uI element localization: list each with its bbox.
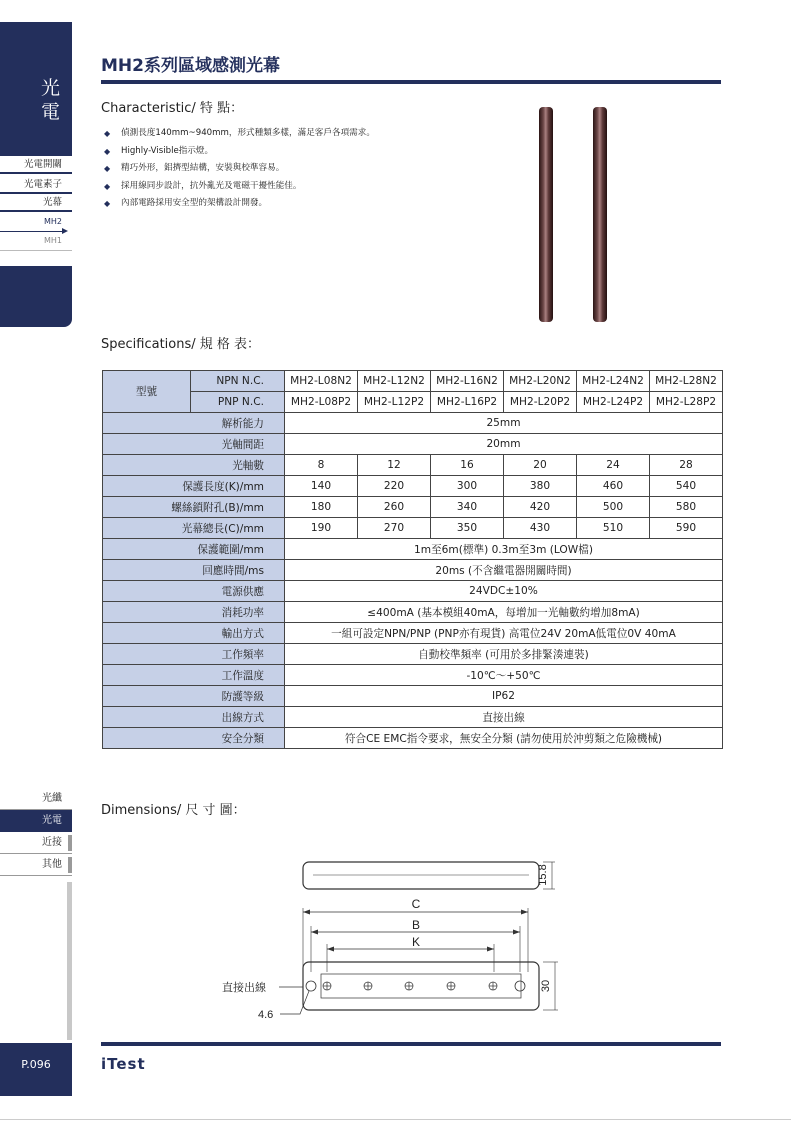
table-row: 回應時間/ms 20ms (不含繼電器開關時間) [103, 560, 723, 581]
sidebar-item-light-curtain[interactable]: 光幕 [42, 197, 62, 208]
height-side-label: 30 [540, 979, 552, 993]
sidebar-cat-photoelectric[interactable]: 光電 [0, 810, 72, 832]
table-row: 光軸間距 20mm [103, 434, 723, 455]
dim-k-label: K [411, 935, 421, 949]
mount-hole-icon [515, 981, 525, 991]
page-bottom-line [0, 1119, 791, 1120]
sidebar-item-photoelectric-element[interactable]: 光電素子 [23, 179, 62, 190]
light-curtain-emitter-image [539, 107, 553, 322]
table-row: 保護範圍/mm 1m至6m(標準) 0.3m至3m (LOW檔) [103, 539, 723, 560]
sidebar-grey-bar [67, 882, 72, 1040]
sidebar-divider [0, 250, 72, 251]
sidebar-model-mh2[interactable]: MH2 [43, 217, 62, 226]
spec-table [102, 370, 723, 749]
sidebar-item-photoelectric-switch[interactable]: 光電開關 [23, 159, 62, 170]
light-curtain-receiver-image [593, 107, 607, 322]
pnp-label: PNP N.C. [191, 392, 285, 413]
front-view-outline [303, 962, 539, 1010]
table-row: PNP N.C. MH2-L08P2 MH2-L12P2 MH2-L16P2 MH2-L20P2 MH2-L24P2 MH2-L28P2 [103, 392, 723, 413]
list-item: ◆ 偵測長度140mm~940mm，形式種類多樣，滿足客戶各項需求。 [104, 125, 375, 143]
table-row: 光軸數 8 12 16 20 24 28 [103, 455, 723, 476]
model-label: 型號 [103, 371, 191, 413]
page-title: MH2系列區域感測光幕 [101, 56, 280, 76]
title-underline [101, 80, 721, 84]
table-row: 電源供應 24VDC±10% [103, 581, 723, 602]
dimensions-heading: Dimensions/ 尺 寸 圖： [101, 803, 246, 818]
sidebar-divider [0, 210, 72, 212]
list-item: ◆ 精巧外形，鋁擠型結構，安裝與校準容易。 [104, 160, 375, 178]
specifications-heading: Specifications/ 規 格 表： [101, 337, 261, 352]
sidebar-category-title: 光 電 [40, 77, 60, 123]
lens-icons [323, 982, 497, 990]
table-row: 螺絲鎖附孔(B)/mm 180 260 340 420 500 580 [103, 497, 723, 518]
list-item: ◆ Highly-Visible指示燈。 [104, 143, 375, 161]
sidebar-cat-fiber[interactable]: 光纖 [0, 788, 72, 810]
dimension-drawing [200, 850, 580, 1030]
sidebar-cat-other[interactable]: 其他 [0, 854, 72, 876]
table-row: 輸出方式 一組可設定NPN/PNP (PNP亦有現貨) 高電位24V 20mA低電位0V 40mA [103, 623, 723, 644]
footer-line [101, 1042, 721, 1046]
sidebar-cat-proximity[interactable]: 近接 [0, 832, 72, 854]
table-row: 保護長度(K)/mm 140 220 300 380 460 540 [103, 476, 723, 497]
table-row: 光幕總長(C)/mm 190 270 350 430 510 590 [103, 518, 723, 539]
characteristic-heading: Characteristic/ 特 點： [101, 101, 244, 116]
sidebar-model-mh1[interactable]: MH1 [43, 236, 62, 245]
mount-hole-icon [306, 981, 316, 991]
npn-label: NPN N.C. [191, 371, 285, 392]
page-number: P.096 [0, 1043, 72, 1096]
active-arrow-icon [62, 228, 68, 234]
table-row: 工作頻率 自動校準頻率 (可用於多排緊湊連裝) [103, 644, 723, 665]
sidebar-divider [0, 231, 66, 232]
sidebar-divider [0, 172, 72, 174]
top-view-outline [303, 862, 539, 889]
table-row: 防護等級 IP62 [103, 686, 723, 707]
table-row: 出線方式 直接出線 [103, 707, 723, 728]
list-item: ◆ 內部電路採用安全型的架構設計開發。 [104, 195, 375, 213]
dim-b-label: B [411, 918, 421, 932]
cable-label: 直接出線 [222, 982, 266, 994]
table-row: 工作溫度 -10℃～+50℃ [103, 665, 723, 686]
dim-c-label: C [411, 897, 421, 911]
characteristic-list [104, 125, 375, 213]
list-item: ◆ 採用線同步設計，抗外亂光及電磁干擾性能佳。 [104, 178, 375, 196]
table-row: 解析能力 25mm [103, 413, 723, 434]
sidebar-divider [0, 192, 72, 194]
height-top-label: 15.8 [537, 864, 549, 886]
table-row: 消耗功率 ≤400mA (基本模組40mA，每增加一光軸數約增加8mA) [103, 602, 723, 623]
hole-label: 4.6 [258, 1009, 274, 1021]
table-row: 安全分類 符合CE EMC指令要求，無安全分類 (請勿使用於沖剪類之危險機械) [103, 728, 723, 749]
brand-logo: iTest [101, 1055, 146, 1073]
sidebar-categories [0, 788, 72, 876]
table-row: 型號 NPN N.C. MH2-L08N2 MH2-L12N2 MH2-L16N2 MH2-L20N2 MH2-L24N2 MH2-L28N2 [103, 371, 723, 392]
